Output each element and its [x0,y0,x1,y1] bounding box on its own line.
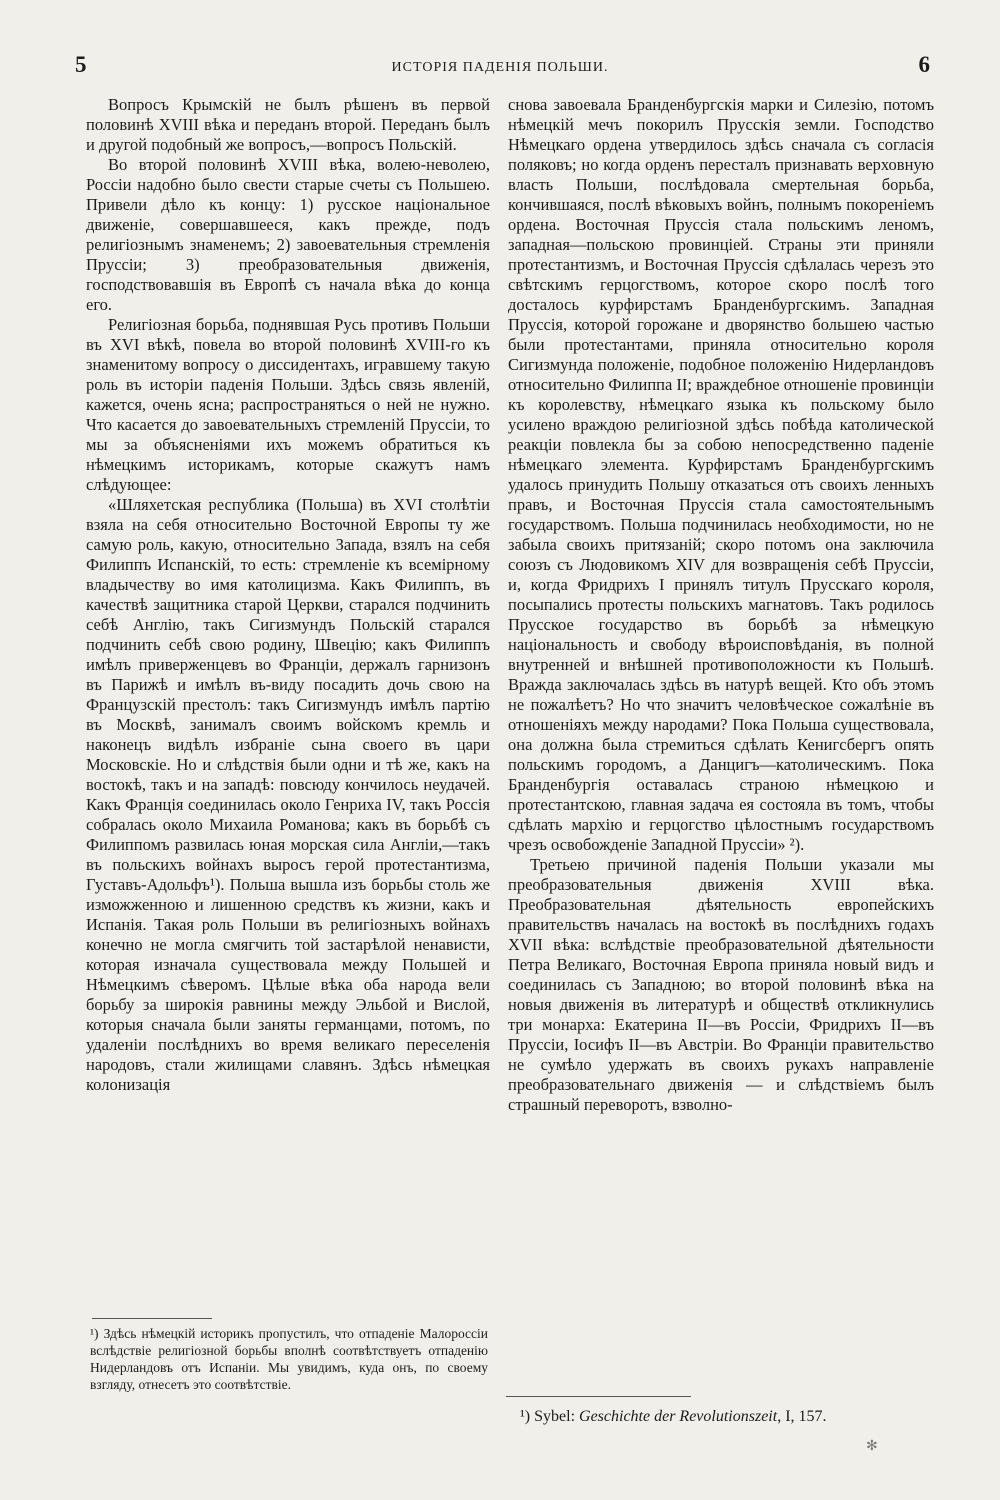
left-column [86,95,490,1095]
footnote-rule-left [92,1318,212,1319]
paragraph: «Шляхетская республика (Польша) въ XVI столѣтіи взяла на себя относительно Восточной Европы ту же самую роль, какую, относительно Запада, взялъ на себя Филиппъ Испанскій, то есть: стремленіе къ всемірному владычеству во имя католицизма. Какъ Филиппъ, въ качествѣ защитника старой Церкви, старался подчинить себѣ Англію, такъ Сигизмундъ Польскій старался подчинить себѣ свою родину, Швецію; какъ Филиппъ имѣлъ приверженцевъ во Франціи, держалъ гарнизонъ въ Парижѣ и имѣлъ въ-виду посадить дочь свою на Французскій престолъ: такъ Сигизмундъ имѣлъ партію въ Москвѣ, занималъ своимъ войскомъ кремль и наконецъ видѣлъ избраніе сына своего въ цари Московскіе. Но и слѣдствія были одни и тѣ же, какъ на востокѣ, такъ и на западѣ: повсюду кончилось неудачей. Какъ Франція соединилась около Генриха IV, такъ Россія собралась около Михаила Романова; какъ въ борьбѣ съ Филиппомъ развилась юная морская сила Англіи,—такъ въ польскихъ войнахъ выросъ герой протестантизма, Густавъ-Адольфъ¹). Польша вышла изъ борьбы столь же изможженною и лишенною средствъ къ жизни, какъ и Испанія. Такая роль Польши въ религіозныхъ войнахъ конечно не могла смягчить той застарѣлой ненависти, которая изначала существовала между Польшей и Нѣмецкимъ сѣверомъ. Цѣлые вѣка оба народа вели борьбу за широкія равнины между Эльбой и Вислой, которыя сначала были заняты германцами, потомъ, по удаленіи послѣднихъ во время великаго переселенія народовъ, стали жилищами славянъ. Здѣсь нѣмецкая колонизація [86,495,490,1094]
ornament-icon: ✻ [866,1439,878,1454]
footnote-right [520,1408,930,1426]
running-title: ИСТОРІЯ ПАДЕНІЯ ПОЛЬШИ. [391,60,609,75]
footnote-left: ¹) Здѣсь нѣмецкій историкъ пропустилъ, что отпаденіе Малороссіи вслѣдствіе религіозной борьбы вполнѣ соотвѣтствуетъ отпаденію Нидерландовъ отъ Испаніи. Мы увидимъ, куда онъ, по своему взгляду, отнесетъ это соотвѣтствіе. [90,1326,488,1392]
paragraph: Религіозная борьба, поднявшая Русь противъ Польши въ XVI вѣкѣ, повела во второй половинѣ XVIII-го къ знаменитому вопросу о диссидентахъ, игравшему такую роль въ исторіи паденія Польши. Здѣсь связь явленій, кажется, очень ясна; распространяться о ней не нужно. Что касается до завоевательныхъ стремленій Пруссіи, то мы за объясненіями ихъ можемъ обратиться къ нѣмецкимъ историкамъ, которые скажутъ намъ слѣдующее: [86,315,490,494]
footnote-rule-right [506,1396,691,1397]
right-page-number: 6 [918,52,930,77]
right-column [508,95,934,1115]
paragraph: снова завоевала Бранденбургскія марки и Силезію, потомъ нѣмецкій мечъ покорилъ Прусскія земли. Господство Нѣмецкаго ордена утвердилось здѣсь сначала съ согласія поляковъ; но когда орденъ пересталъ признавать верховную власть Польши, послѣдовала смертельная борьба, кончившаяся, послѣ вѣковыхъ войнъ, полнымъ покореніемъ ордена. Восточная Пруссія стала польскимъ леномъ, западная—польскою провинціей. Страны эти приняли протестантизмъ, и Восточная Пруссія сдѣлалась черезъ это свѣтскимъ герцогствомъ, которое скоро послѣ того досталось курфирстамъ Бранденбургскимъ. Западная Пруссія, которой горожане и дворянство большею частью были протестантами, приняла относительно короля Сигизмунда положеніе, подобное положенію Нидерландовъ относительно Филиппа II; враждебное отношеніе провинціи къ королевству, нѣмецкаго языка къ польскому было усилено враждою религіозной здѣсь побѣда католической реакціи повлекла бы за собою непосредственно паденіе нѣмецкаго элемента. Курфирстамъ Бранденбургскимъ удалось принудить Польшу отказаться отъ своихъ ленныхъ правъ, и Восточная Пруссія стала самостоятельнымъ государствомъ. Польша подчинилась необходимости, но не забыла своихъ притязаній; скоро потомъ она заключила союзъ съ Людовикомъ XIV для возвращенія себѣ Пруссіи, и, когда Фридрихъ I принялъ титулъ Прусскаго короля, посыпались протесты польскихъ магнатовъ. Такъ родилось Прусское государство въ борьбѣ за нѣмецкую національность и свободу вѣроисповѣданія, въ полной внутренней и внѣшней противоположности къ Польшѣ. Вражда заключалась здѣсь въ натурѣ вещей. Кто объ этомъ не пожалѣетъ? Но что значитъ человѣческое сожалѣніе въ отношеніяхъ между народами? Пока Польша существовала, она должна была стремиться сдѣлать Кенигсбергъ опять польскимъ городомъ, а Данцигъ—католическимъ. Пока Бранденбургія оставалась страною нѣмецкою и протестантскою, главная задача ея состояла въ томъ, чтобы сдѣлать мархію и герцогство цѣлостнымъ государствомъ чрезъ освобожденіе Западной Пруссіи» ²). [508,95,934,854]
paragraph: Вопросъ Крымскій не былъ рѣшенъ въ первой половинѣ XVIII вѣка и переданъ второй. Переданъ былъ и другой подобный же вопросъ,—вопросъ Польскій. [86,95,490,154]
page-header [70,52,930,82]
paragraph: Во второй половинѣ XVIII вѣка, волею-неволею, Россіи надобно было свести старые счеты съ Польшею. Привели дѣло къ концу: 1) русское національное движеніе, совершавшееся, какъ прежде, подъ религіознымъ знаменемъ; 2) завоевательныя стремленія Пруссіи; 3) преобразовательныя движенія, господствовавшія въ Европѣ съ начала вѣка до конца его. [86,155,490,314]
footnote-mark: ¹) Sybel: [520,1408,580,1425]
footnote-reference: , I, 157. [777,1408,827,1425]
footnote-work-title: Geschichte der Revolutionszeit [579,1408,778,1425]
paragraph: Третьею причиной паденія Польши указали мы преобразовательныя движенія XVIII вѣка. Преобразовательная дѣятельность европейскихъ правительствъ началась на востокѣ въ послѣднихъ годахъ XVII вѣка: вслѣдствіе преобразовательной дѣятельности Петра Великаго, Восточная Европа приняла новый видъ и соединилась съ Западною; во второй половинѣ вѣка на новыя движенія въ литературѣ и обществѣ откликнулись три монарха: Екатерина II—въ Россіи, Фридрихъ II—въ Пруссіи, Іосифъ II—въ Австріи. Во Франціи правительство не сумѣло удержать въ своихъ рукахъ направленіе преобразовательнаго движенія — и слѣдствіемъ былъ страшный переворотъ, взволно- [508,855,934,1114]
left-page-number: 5 [75,52,87,77]
